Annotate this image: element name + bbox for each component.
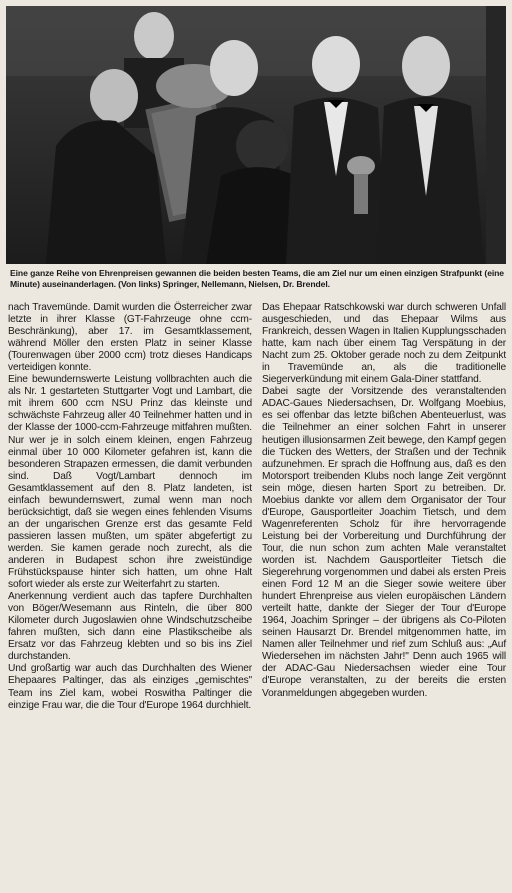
article-column-left — [8, 302, 252, 712]
paragraph: Und großartig war auch das Durchhalten des Wiener Ehepaares Paltinger, das als einziges „gemischtes" Team ins Ziel kam, wobei Roswitha Paltinger die einzige Frau war, die die Tour d'Europe 1964 durchhielt. — [8, 663, 252, 711]
photo-caption: Eine ganze Reihe von Ehrenpreisen gewannen die beiden besten Teams, die am Ziel nur um einen einzigen Strafpunkt (eine Minute) auseinanderlagen. (Von links) Springer, Nellemann, Nielsen, Dr. Brendel. — [10, 268, 504, 289]
article-column-right — [262, 302, 506, 700]
paragraph: Dabei sagte der Vorsitzende des veranstaltenden ADAC-Gaues Niedersachsen, Dr. Wolfgang Moebius, es sei offenbar das letzte bißchen Abenteuerlust, was die Teilnehmer an einer solchen Fahrt in unserer heutigen illusionsarmen Zeit bewege, den Kampf gegen die Tücken des Wetters, der Straßen und der Technik aufzunehmen. Er sprach die Hoffnung aus, daß es den Motorsport treibenden Klubs noch lange Zeit vergönnt sein möge, diesen harten Sport zu betreiben. Dr. Moebius dankte vor allem dem Organisator der Tour d'Europe, Gausportleiter Joachim Tietsch, und dem Wagenreferenten Scholz für ihre hervorragende Leistung bei der Vorbereitung und Durchführung der Tour, die nun schon zum achten Male veranstaltet worden ist. Nachdem Gausportleiter Tietsch die Siegerehrung vorgenommen und dabei als ersten Preis einen Ford 12 M an die Sieger sowie weitere über hundert Ehrenpreise aus vielen europäischen Ländern verteilt hatte, dankte der Sieger der Tour d'Europe 1964, Joachim Springer – der übrigens als Co-Piloten seinen Hausarzt Dr. Brendel mitgenommen hatte, im Namen aller Teilnehmer und rief zum Schluß aus: „Auf Wiedersehen im nächsten Jahr!" Denn auch 1965 will der ADAC-Gau Niedersachsen wieder eine Tour d'Europe veranstalten, zu der bereits die ersten Voranmeldungen abgegeben wurden. — [262, 386, 506, 699]
award-photo — [6, 6, 506, 264]
paragraph: nach Travemünde. Damit wurden die Österreicher zwar letzte in ihrer Klasse (GT-Fahrzeuge ohne ccm-Beschränkung), aber 17. im Gesamtklassement, während Möller den ersten Platz in seiner Klasse (Tourenwagen über 2000 ccm) trotz dieses Handicaps verteidigen konnte. — [8, 302, 252, 374]
paragraph: Anerkennung verdient auch das tapfere Durchhalten von Böger/Wesemann aus Rinteln, die über 800 Kilometer durch Jugoslawien ohne Windschutzscheibe fahren mußten, sich dann eine Plastikscheibe als Ersatz vor das Fahrzeug klebten und so bis ins Ziel durchstanden. — [8, 591, 252, 663]
award-photo-illustration — [6, 6, 506, 264]
paragraph: Das Ehepaar Ratschkowski war durch schweren Unfall ausgeschieden, und das Ehepaar Wilms aus Frankreich, dessen Wagen in Italien Kupplungsschaden hatte, kam nach über einem Tag Verspätung in der Nacht zum 25. Oktober gerade noch zu dem Zeitpunkt in Travemünde an, als die traditionelle Siegerverkündung mit einem Gala-Diner stattfand. — [262, 302, 506, 386]
paragraph: Eine bewundernswerte Leistung vollbrachten auch die als Nr. 1 gestarteten Stuttgarter Vogt und Lambart, die mit ihrem 600 ccm NSU Prinz das kleinste und schwächste Fahrzeug aller 40 Teilnehmer hatten und in der Klasse der 1000-ccm-Fahrzeuge mitfahren mußten. Nur wer je in solch einem kleinen, engen Fahrzeug einmal über 10 000 Kilometer gefahren ist, kann die besonderen Strapazen ermessen, die damit verbunden sind. Daß Vogt/Lambart dennoch im Gesamtklassement auf den 8. Platz landeten, ist einfach bewundernswert, zumal wenn man noch berücksichtigt, daß sie wegen eines fehlenden Visums an der ungarischen Grenze erst das gesamte Feld passieren lassen mußten, um später abgefertigt zu werden. Sie kamen gerade noch zurecht, als die anderen in Budapest schon ihre zweistündige Frühstückspause hinter sich hatten, um ohne Halt sofort wieder als erste zur Weiterfahrt zu starten. — [8, 374, 252, 591]
